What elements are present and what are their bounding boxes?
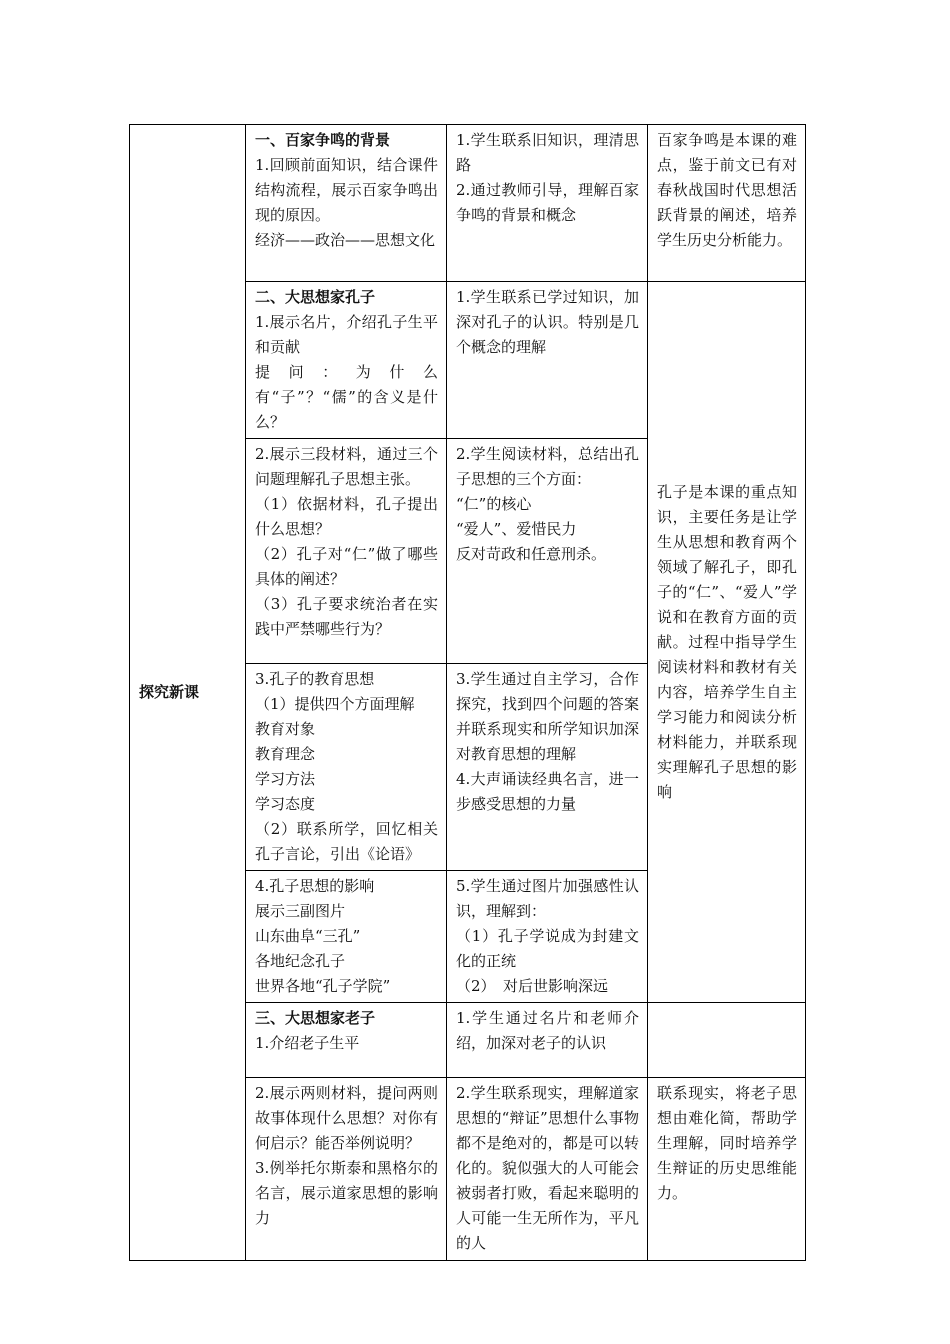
activity-text: 1.学生通过名片和老师介绍，加深对老子的认识 <box>456 1009 639 1052</box>
teacher-activity-cell <box>246 871 447 1003</box>
activity-text: 5.学生通过图片加强感性认识，理解到： <box>456 877 639 920</box>
section-heading: 一、百家争鸣的背景 <box>255 131 391 149</box>
activity-text: 4.孔子思想的影响 <box>255 877 375 895</box>
activity-text: 展示三副图片 <box>255 902 346 920</box>
activity-text: 1.介绍老子生平 <box>255 1034 360 1052</box>
design-intent-cell <box>648 1003 806 1078</box>
activity-text: 学习方法 <box>255 770 316 788</box>
activity-text: 3.孔子的教育思想 <box>255 670 375 688</box>
design-intent-cell <box>648 282 806 1003</box>
activity-text: 2.学生阅读材料，总结出孔子思想的三个方面： <box>456 445 639 488</box>
student-activity-cell <box>447 1078 648 1261</box>
activity-text: （1）依据材料，孔子提出什么思想？ <box>255 495 438 538</box>
teacher-activity-cell <box>246 125 447 282</box>
stage-label: 探究新课 <box>139 683 200 701</box>
activity-text: （1）提供四个方面理解 <box>255 695 415 713</box>
activity-text: 2.展示三段材料，通过三个问题理解孔子思想主张。 <box>255 445 438 488</box>
activity-text: 1.展示名片，介绍孔子生平和贡献 <box>255 313 438 356</box>
table-row <box>130 125 806 282</box>
activity-text: （2） 对后世影响深远 <box>456 977 609 995</box>
student-activity-cell <box>447 664 648 871</box>
lesson-plan-table <box>129 124 806 1261</box>
activity-text: （2）孔子对“仁”做了哪些具体的阐述？ <box>255 545 438 588</box>
design-intent-cell <box>648 125 806 282</box>
activity-text: （2）联系所学，回忆相关孔子言论，引出《论语》 <box>255 820 438 863</box>
activity-text: 学习态度 <box>255 795 316 813</box>
teacher-activity-cell <box>246 282 447 439</box>
activity-text: 3.例举托尔斯泰和黑格尔的名言，展示道家思想的影响力 <box>255 1159 438 1227</box>
section-heading: 三、大思想家老子 <box>255 1009 376 1027</box>
teacher-activity-cell <box>246 664 447 871</box>
activity-text: 1.学生联系已学过知识，加深对孔子的认识。特别是几个概念的理解 <box>456 288 639 356</box>
activity-text: 反对苛政和任意刑杀。 <box>456 545 607 563</box>
intent-text: 百家争鸣是本课的难点，鉴于前文已有对春秋战国时代思想活跃背景的阐述，培养学生历史分析能力。 <box>657 131 797 249</box>
stage-cell <box>130 125 246 1261</box>
activity-text: 2.学生联系现实，理解道家思想的“辩证”思想什么事物都不是绝对的，都是可以转化的。貌似强大的人可能会被弱者打败，看起来聪明的人可能一生无所作为，平凡的人 <box>456 1084 639 1252</box>
student-activity-cell <box>447 1003 648 1078</box>
activity-text: 1.学生联系旧知识，理清思路 <box>456 131 639 174</box>
student-activity-cell <box>447 439 648 664</box>
activity-text: （1）孔子学说成为封建文化的正统 <box>456 927 639 970</box>
intent-text: 联系现实，将老子思想由难化简，帮助学生理解，同时培养学生辩证的历史思维能力。 <box>657 1084 797 1202</box>
activity-text: 2.通过教师引导，理解百家争鸣的背景和概念 <box>456 181 639 224</box>
activity-text: 3.学生通过自主学习，合作探究，找到四个问题的答案并联系现实和所学知识加深对教育思想的理解 <box>456 670 639 763</box>
activity-text: 各地纪念孔子 <box>255 952 346 970</box>
activity-text: 4.大声诵读经典名言，进一步感受思想的力量 <box>456 770 639 813</box>
student-activity-cell <box>447 871 648 1003</box>
activity-text: 2.展示两则材料，提问两则故事体现什么思想？对你有何启示？能否举例说明？ <box>255 1084 438 1152</box>
teacher-activity-cell <box>246 439 447 664</box>
activity-text: 教育理念 <box>255 745 316 763</box>
activity-text: 教育对象 <box>255 720 316 738</box>
activity-text: 经济——政治——思想文化 <box>255 231 436 249</box>
activity-text: 山东曲阜“三孔” <box>255 927 361 945</box>
activity-text: “仁”的核心 <box>456 495 532 513</box>
student-activity-cell <box>447 125 648 282</box>
student-activity-cell <box>447 282 648 439</box>
intent-text: 孔子是本课的重点知识，主要任务是让学生从思想和教育两个领域了解孔子，即孔子的“仁”、“爱人”学说和在教育方面的贡献。过程中指导学生阅读材料和教材有关内容，培养学生自主学习能力和阅读分析材料能力，并联系现实理解孔子思想的影响 <box>657 482 797 801</box>
design-intent-cell <box>648 1078 806 1261</box>
teacher-activity-cell <box>246 1003 447 1078</box>
activity-text: 1.回顾前面知识，结合课件结构流程，展示百家争鸣出现的原因。 <box>255 156 438 224</box>
section-heading: 二、大思想家孔子 <box>255 288 376 306</box>
activity-text: （3）孔子要求统治者在实践中严禁哪些行为？ <box>255 595 438 638</box>
activity-text: “爱人”、爱惜民力 <box>456 520 577 538</box>
activity-text: 提问：为什么有“子”？“儒”的含义是什么？ <box>255 363 438 431</box>
teacher-activity-cell <box>246 1078 447 1261</box>
activity-text: 世界各地“孔子学院” <box>255 977 391 995</box>
